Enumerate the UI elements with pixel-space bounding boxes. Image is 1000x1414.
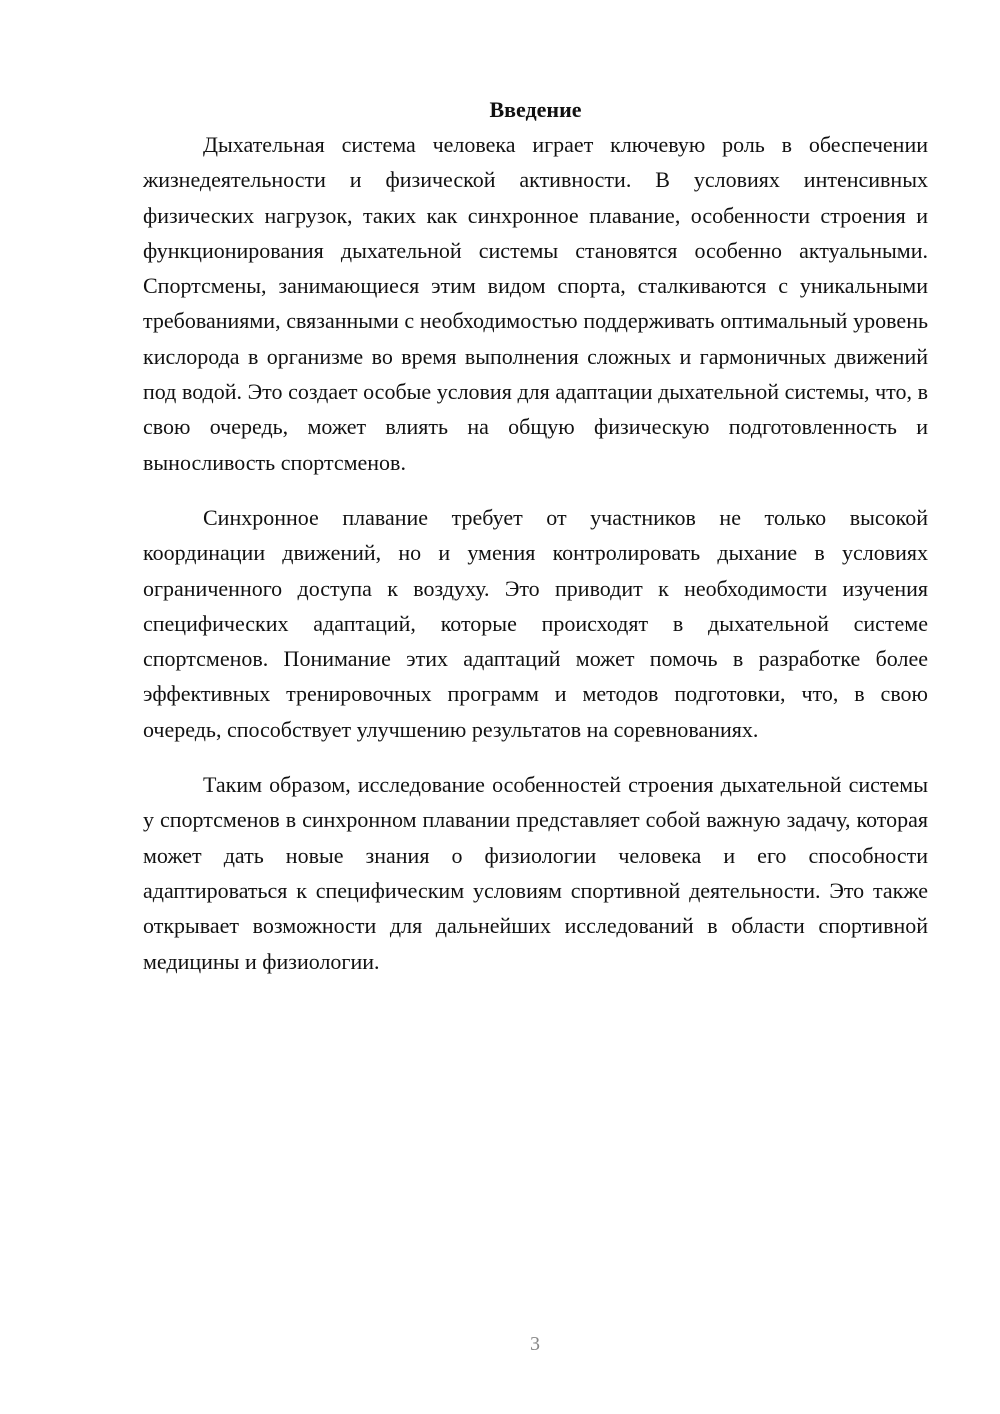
section-heading: Введение — [489, 97, 582, 122]
paragraph-1: Дыхательная система человека играет ключевую роль в обеспечении жизнедеятельности и физической активности. В условиях интенсивных физических нагрузок, таких как синхронное плавание, особенности строения и функционирования дыхательной системы становятся особенно актуальными. Спортсмены, занимающиеся этим видом спорта, сталкиваются с уникальными требованиями, связанными с необходимостью поддерживать оптимальный уровень кислорода в организме во время выполнения сложных и гармоничных движений под водой. Это создает особые условия для адаптации дыхательной системы, что, в свою очередь, может влиять на общую физическую подготовленность и выносливость спортсменов. — [143, 132, 928, 475]
paragraph-2: Синхронное плавание требует от участников не только высокой координации движений, но и умения контролировать дыхание в условиях ограниченного доступа к воздуху. Это приводит к необходимости изучения специфических адаптаций, которые происходят в дыхательной системе спортсменов. Понимание этих адаптаций может помочь в разработке более эффективных тренировочных программ и методов подготовки, что, в свою очередь, способствует улучшению результатов на соревнованиях. — [143, 504, 928, 742]
page-content — [143, 92, 928, 979]
page-number: 3 — [530, 1333, 540, 1355]
paragraph-3: Таким образом, исследование особенностей строения дыхательной системы у спортсменов в синхронном плавании представляет собой важную задачу, которая может дать новые знания о физиологии человека и его способности адаптироваться к специфическим условиям спортивной деятельности. Это также открывает возможности для дальнейших исследований в области спортивной медицины и физиологии. — [143, 772, 928, 974]
